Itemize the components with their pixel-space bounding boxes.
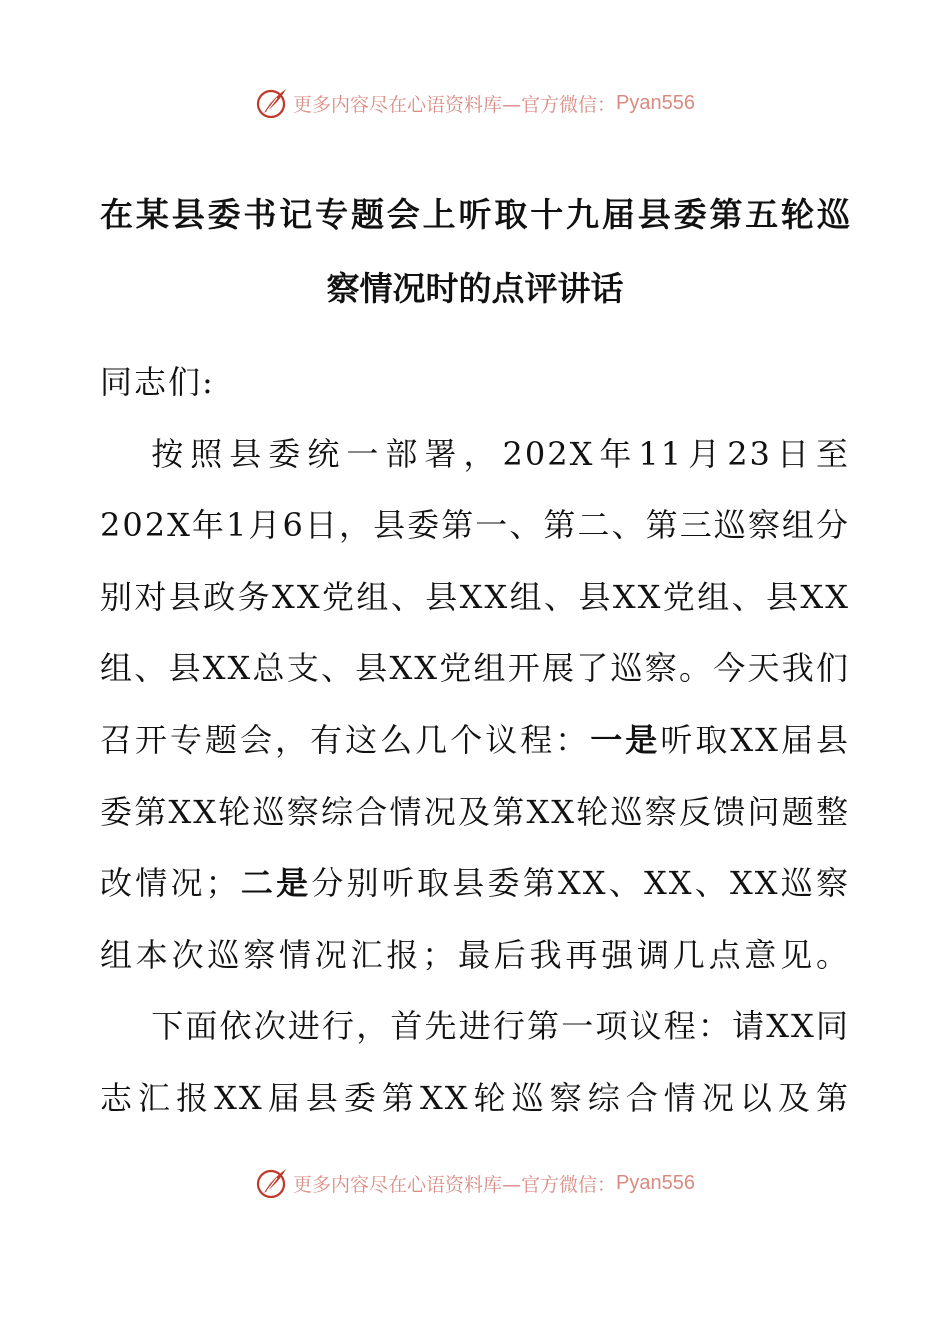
paragraph-1-text-b: 听取XX届县委第XX轮巡察综合情况及第XX轮巡察反馈问题整改情况； <box>100 720 850 903</box>
paragraph-1 <box>100 419 850 992</box>
document-body <box>100 347 850 1135</box>
document-title <box>100 178 850 326</box>
header-banner <box>0 86 950 120</box>
quill-logo-icon <box>255 1166 289 1200</box>
footer-wechat-id: Pyan556 <box>616 1171 695 1194</box>
title-line-1: 在某县委书记专题会上听取十九届县委第五轮巡 <box>100 195 850 234</box>
header-banner-text: 更多内容尽在心语资料库—官方微信： <box>293 93 617 116</box>
greeting: 同志们: <box>100 363 215 401</box>
header-wechat-id: Pyan556 <box>616 91 695 114</box>
footer-banner <box>0 1166 950 1200</box>
quill-logo-icon <box>255 86 289 120</box>
title-line-2: 察情况时的点评讲话 <box>326 269 624 308</box>
paragraph-1-text-c: 分别听取县委第XX、XX、XX巡察组本次巡察情况汇报；最后我再强调几点意见。 <box>100 864 850 974</box>
footer-banner-text: 更多内容尽在心语资料库—官方微信： <box>293 1173 617 1196</box>
paragraph-2: 下面依次进行，首先进行第一项议程：请XX同志汇报XX届县委第XX轮巡察综合情况以及第 <box>100 1007 850 1117</box>
paragraph-1-text-a: 按照县委统一部署，202X年11月23日至202X年1月6日，县委第一、第二、第三巡察组分别对县政务XX党组、县XX组、县XX党组、县XX组、县XX总支、县XX党组开展了巡察。今天我们召开专题会，有这么几个议程： <box>100 434 850 759</box>
paragraph-1-bold-first: 一是 <box>590 720 661 759</box>
paragraph-1-bold-second: 二是 <box>239 864 312 903</box>
